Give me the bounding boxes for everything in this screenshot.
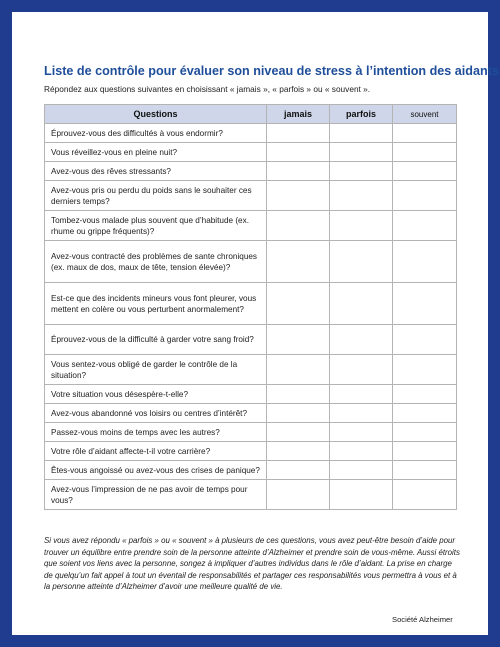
header-souvent: souvent [393,105,457,124]
answer-cell-parfois[interactable] [330,385,393,404]
table-row [45,404,457,423]
answer-cell-jamais[interactable] [267,404,330,423]
answer-cell-souvent[interactable] [393,162,457,181]
answer-cell-jamais[interactable] [267,124,330,143]
header-parfois: parfois [330,105,393,124]
answer-cell-parfois[interactable] [330,355,393,385]
instructions-text: Répondez aux questions suivantes en choisissant « jamais », « parfois » ou « souvent ». [44,84,371,94]
advice-note: Si vous avez répondu « parfois » ou « souvent » à plusieurs de ces questions, vous avez peut-être besoin d’aide pour trouver un équilibre entre prendre soin de la personne atteinte d’Alzheimer et prendre soin de vous-même. Aussi étroits que soient vos liens avec la personne, songez à impliquer d’autres individus dans le rôle d’aidant. La prise en charge de quelqu’un fait appel à tout un éventail de responsabilités et partager ces responsabilités vous permettra à vous et à la personne atteinte d’Alzheimer d’avoir une meilleure qualité de vie. [44,536,460,592]
answer-cell-jamais[interactable] [267,423,330,442]
question-cell: Vous réveillez-vous en pleine nuit? [45,143,267,162]
answer-cell-parfois[interactable] [330,181,393,211]
table-row [45,325,457,355]
document-page [12,12,499,635]
question-cell: Éprouvez-vous de la difficulté à garder votre sang froid? [45,325,267,355]
answer-cell-parfois[interactable] [330,241,393,283]
answer-cell-souvent[interactable] [393,283,457,325]
table-row [45,480,457,510]
answer-cell-souvent[interactable] [393,404,457,423]
table-row [45,241,457,283]
answer-cell-souvent[interactable] [393,325,457,355]
question-cell: Avez-vous l’impression de ne pas avoir de temps pour vous? [45,480,267,510]
answer-cell-parfois[interactable] [330,325,393,355]
question-cell: Votre situation vous désespère-t-elle? [45,385,267,404]
answer-cell-souvent[interactable] [393,442,457,461]
answer-cell-souvent[interactable] [393,385,457,404]
question-cell: Votre rôle d’aidant affecte-t-il votre carrière? [45,442,267,461]
question-cell: Passez-vous moins de temps avec les autres? [45,423,267,442]
answer-cell-jamais[interactable] [267,461,330,480]
table-row [45,162,457,181]
answer-cell-jamais[interactable] [267,442,330,461]
answer-cell-parfois[interactable] [330,442,393,461]
answer-cell-souvent[interactable] [393,461,457,480]
table-row [45,423,457,442]
answer-cell-jamais[interactable] [267,385,330,404]
question-cell: Avez-vous des rêves stressants? [45,162,267,181]
answer-cell-jamais[interactable] [267,283,330,325]
question-cell: Tombez-vous malade plus souvent que d’habitude (ex. rhume ou grippe fréquents)? [45,211,267,241]
answer-cell-parfois[interactable] [330,211,393,241]
answer-cell-parfois[interactable] [330,423,393,442]
footer-organization: Société Alzheimer [392,615,453,624]
answer-cell-souvent[interactable] [393,423,457,442]
answer-cell-parfois[interactable] [330,283,393,325]
answer-cell-parfois[interactable] [330,124,393,143]
answer-cell-souvent[interactable] [393,124,457,143]
answer-cell-jamais[interactable] [267,355,330,385]
answer-cell-jamais[interactable] [267,241,330,283]
answer-cell-jamais[interactable] [267,162,330,181]
answer-cell-souvent[interactable] [393,211,457,241]
table-row [45,283,457,325]
answer-cell-souvent[interactable] [393,181,457,211]
table-row [45,442,457,461]
answer-cell-parfois[interactable] [330,143,393,162]
answer-cell-jamais[interactable] [267,325,330,355]
table-header-row [45,105,457,124]
stress-checklist-table [44,104,457,510]
table-row [45,143,457,162]
header-jamais: jamais [267,105,330,124]
answer-cell-parfois[interactable] [330,404,393,423]
answer-cell-jamais[interactable] [267,480,330,510]
table-row [45,355,457,385]
document-title: Liste de contrôle pour évaluer son niveau de stress à l’intention des aidants [44,64,499,78]
header-questions: Questions [45,105,267,124]
answer-cell-parfois[interactable] [330,461,393,480]
question-cell: Est-ce que des incidents mineurs vous font pleurer, vous mettent en colère ou vous perturbent anormalement? [45,283,267,325]
answer-cell-parfois[interactable] [330,480,393,510]
question-cell: Vous sentez-vous obligé de garder le contrôle de la situation? [45,355,267,385]
answer-cell-souvent[interactable] [393,480,457,510]
question-cell: Êtes-vous angoissé ou avez-vous des crises de panique? [45,461,267,480]
table-row [45,385,457,404]
answer-cell-souvent[interactable] [393,241,457,283]
answer-cell-jamais[interactable] [267,143,330,162]
answer-cell-jamais[interactable] [267,181,330,211]
table-row [45,211,457,241]
question-cell: Avez-vous abandonné vos loisirs ou centres d’intérêt? [45,404,267,423]
answer-cell-jamais[interactable] [267,211,330,241]
answer-cell-parfois[interactable] [330,162,393,181]
table-row [45,181,457,211]
table-row [45,124,457,143]
question-cell: Avez-vous contracté des problèmes de sante chroniques (ex. maux de dos, maux de tête, tension élevée)? [45,241,267,283]
question-cell: Éprouvez-vous des difficultés à vous endormir? [45,124,267,143]
answer-cell-souvent[interactable] [393,355,457,385]
answer-cell-souvent[interactable] [393,143,457,162]
table-row [45,461,457,480]
question-cell: Avez-vous pris ou perdu du poids sans le souhaiter ces derniers temps? [45,181,267,211]
